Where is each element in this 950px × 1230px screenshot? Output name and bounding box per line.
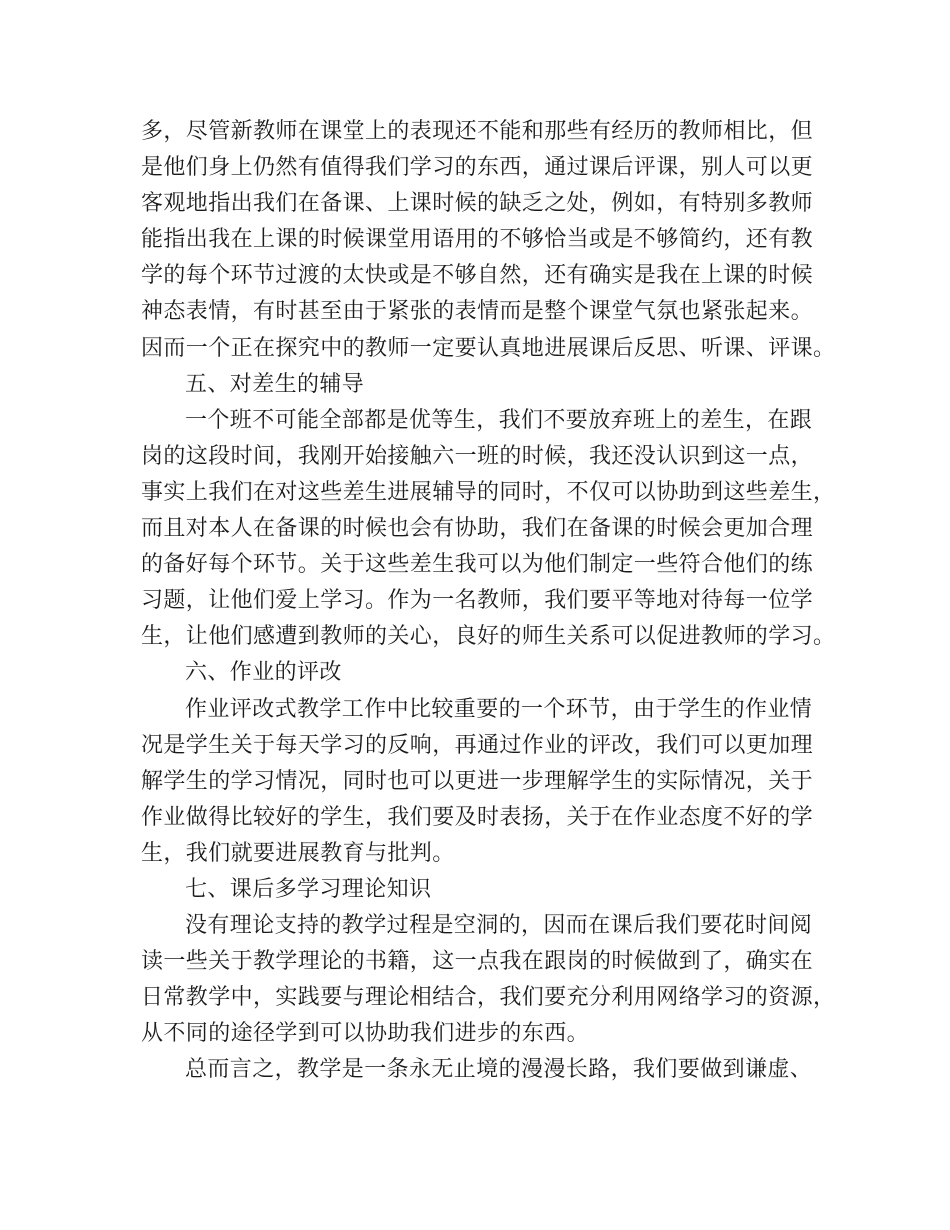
text-line: 作业评改式教学工作中比较重要的一个环节，由于学生的作业情 [185,696,813,722]
text-line: 六、作业的评改 [185,660,342,686]
text-line: 生，让他们感遭到教师的关心，良好的师生关系可以促进教师的学习。 [141,624,836,650]
text-line: 总而言之，教学是一条永无止境的漫漫长路，我们要做到谦虚、 [185,1057,813,1083]
text-line: 况是学生关于每天学习的反响，再通过作业的评改，我们可以更加理 [141,732,814,758]
text-line: 客观地指出我们在备课、上课时候的缺乏之处，例如，有特别多教师 [141,191,814,217]
text-line: 习题，让他们爱上学习。作为一名教师，我们要平等地对待每一位学 [141,588,814,614]
text-line: 没有理论支持的教学过程是空洞的，因而在课后我们要花时间阅 [185,913,813,939]
text-line: 一个班不可能全部都是优等生，我们不要放弃班上的差生，在跟 [185,407,813,433]
text-line: 从不同的途径学到可以协助我们进步的东西。 [141,1021,590,1047]
text-line: 七、课后多学习理论知识 [185,876,432,902]
text-line: 能指出我在上课的时候课堂用语用的不够恰当或是不够简约，还有教 [141,227,814,253]
text-line: 学的每个环节过渡的太快或是不够自然，还有确实是我在上课的时候 [141,263,814,289]
text-line: 是他们身上仍然有值得我们学习的东西，通过课后评课，别人可以更 [141,155,814,181]
text-line: 五、对差生的辅导 [185,371,365,397]
text-line: 多，尽管新教师在课堂上的表现还不能和那些有经历的教师相比，但 [141,119,814,144]
text-line: 日常教学中，实践要与理论相结合，我们要充分利用网络学习的资源， [141,985,836,1011]
text-line: 神态表情，有时甚至由于紧张的表情而是整个课堂气氛也紧张起来。 [141,299,814,325]
text-line: 而且对本人在备课的时候也会有协助，我们在备课的时候会更加合理 [141,516,814,542]
text-line: 作业做得比较好的学生，我们要及时表扬，关于在作业态度不好的学 [141,804,814,830]
text-line: 岗的这段时间，我刚开始接触六一班的时候，我还没认识到这一点， [141,443,814,469]
text-line: 事实上我们在对这些差生进展辅导的同时，不仅可以协助到这些差生， [141,479,836,505]
text-line: 解学生的学习情况，同时也可以更进一步理解学生的实际情况，关于 [141,768,814,794]
text-line: 生，我们就要进展教育与批判。 [141,840,455,866]
body-text [141,114,836,1089]
text-line: 因而一个正在探究中的教师一定要认真地进展课后反思、听课、评课。 [141,335,836,361]
text-line: 的备好每个环节。关于这些差生我可以为他们制定一些符合他们的练 [141,552,814,578]
text-line: 读一些关于教学理论的书籍，这一点我在跟岗的时候做到了，确实在 [141,949,814,975]
